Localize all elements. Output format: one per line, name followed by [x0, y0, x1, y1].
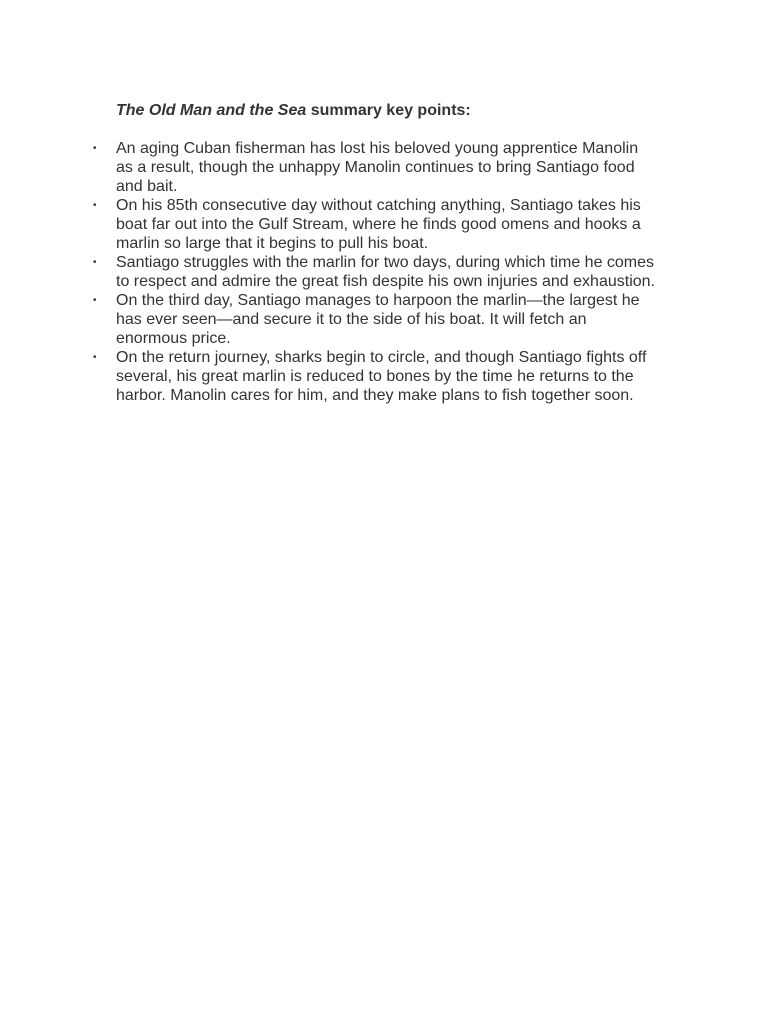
- list-item: [93, 196, 656, 253]
- document-heading: [116, 101, 471, 121]
- list-item: [93, 139, 656, 196]
- list-item-text: On the return journey, sharks begin to circle, and though Santiago fights off several, his great marlin is reduced to bones by the time he returns to the harbor. Manolin cares for him, and they make plans to fish together soon.: [116, 349, 647, 404]
- list-item-text: An aging Cuban fisherman has lost his beloved young apprentice Manolin as a result, though the unhappy Manolin continues to bring Santiago food and bait.: [116, 140, 639, 195]
- list-item-text: Santiago struggles with the marlin for two days, during which time he comes to respect and admire the great fish despite his own injuries and exhaustion.: [116, 254, 655, 290]
- list-item-text: On the third day, Santiago manages to harpoon the marlin—the largest he has ever seen—and secure it to the side of his boat. It will fetch an enormous price.: [116, 292, 640, 347]
- list-item-text: On his 85th consecutive day without catching anything, Santiago takes his boat far out into the Gulf Stream, where he finds good omens and hooks a marlin so large that it begins to pull his boat.: [116, 197, 641, 252]
- list-item: [93, 253, 656, 291]
- bullet-icon: •: [93, 200, 97, 211]
- bullet-icon: •: [93, 352, 97, 363]
- list-item: [93, 291, 656, 348]
- key-points-list: [93, 139, 656, 405]
- bullet-icon: •: [93, 143, 97, 154]
- bullet-icon: •: [93, 295, 97, 306]
- list-item: [93, 348, 656, 405]
- heading-suffix: summary key points:: [306, 102, 471, 119]
- bullet-icon: •: [93, 257, 97, 268]
- book-title: The Old Man and the Sea: [116, 102, 307, 119]
